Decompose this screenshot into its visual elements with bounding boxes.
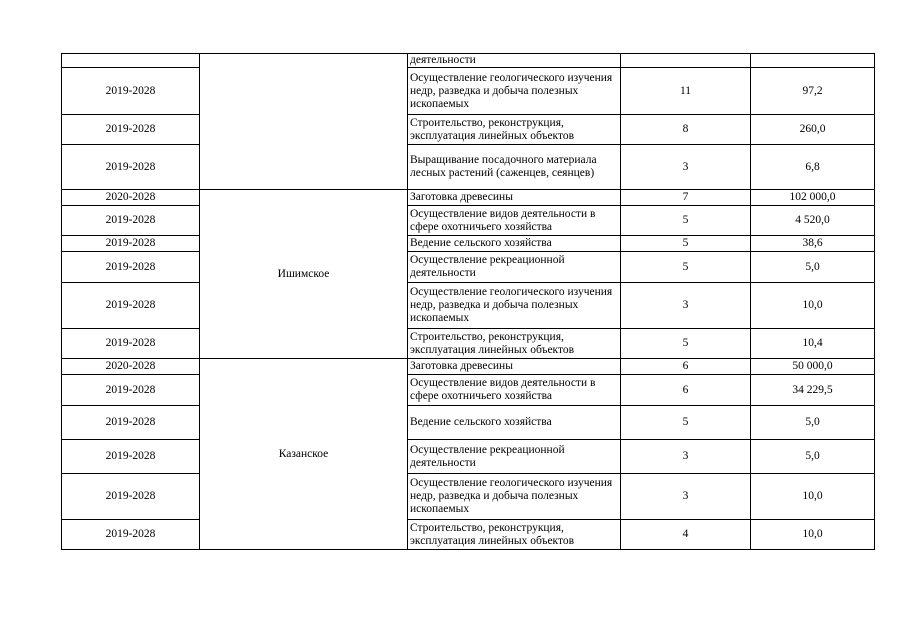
table-row [62, 54, 875, 68]
period-cell: 2019-2028 [62, 440, 200, 474]
forestry-name-cell: Казанское [200, 359, 408, 550]
activity-text: Осуществление видов деятельности в сфере охотничьего хозяйства [410, 377, 596, 402]
table-row [62, 440, 875, 474]
volume-cell: 102 000,0 [751, 190, 875, 206]
activity-text: Ведение сельского хозяйства [410, 237, 552, 249]
count-cell: 5 [621, 329, 751, 359]
count-cell: 3 [621, 145, 751, 190]
table-row [62, 406, 875, 440]
forestry-activities-table [61, 53, 875, 550]
activity-cell [408, 206, 621, 236]
volume-cell: 5,0 [751, 406, 875, 440]
period-cell: 2019-2028 [62, 252, 200, 283]
activity-text: деятельности [410, 54, 476, 66]
period-cell: 2019-2028 [62, 68, 200, 115]
activity-text: Строительство, реконструкция, эксплуатация линейных объектов [410, 330, 575, 356]
volume-cell: 10,4 [751, 329, 875, 359]
table-body [62, 54, 875, 550]
activity-cell [408, 406, 621, 440]
activity-text: Осуществление рекреационной деятельности [410, 254, 565, 279]
volume-cell: 5,0 [751, 252, 875, 283]
activity-cell [408, 283, 621, 329]
table-row [62, 474, 875, 520]
activity-text: Осуществление рекреационной деятельности [410, 443, 565, 469]
period-cell: 2019-2028 [62, 329, 200, 359]
count-cell: 3 [621, 474, 751, 520]
period-cell [62, 54, 200, 68]
table-row [62, 145, 875, 190]
table-row [62, 252, 875, 283]
period-cell: 2019-2028 [62, 520, 200, 550]
activity-text: Осуществление геологического изучения недр, разведка и добыча полезных ископаемых [410, 71, 613, 110]
count-cell: 3 [621, 440, 751, 474]
volume-cell: 34 229,5 [751, 375, 875, 406]
volume-cell: 10,0 [751, 520, 875, 550]
activity-cell [408, 68, 621, 115]
activity-text: Строительство, реконструкция, эксплуатация линейных объектов [410, 521, 575, 547]
volume-cell: 50 000,0 [751, 359, 875, 375]
volume-cell: 10,0 [751, 474, 875, 520]
table-row [62, 375, 875, 406]
count-cell: 6 [621, 375, 751, 406]
count-cell: 4 [621, 520, 751, 550]
count-cell: 7 [621, 190, 751, 206]
activity-text: Осуществление видов деятельности в сфере охотничьего хозяйства [410, 207, 596, 233]
table-row [62, 115, 875, 145]
volume-cell: 38,6 [751, 236, 875, 252]
activity-text: Заготовка древесины [410, 191, 513, 203]
activity-cell [408, 115, 621, 145]
count-cell: 5 [621, 206, 751, 236]
forestry-name-cell [200, 54, 408, 190]
activity-cell [408, 190, 621, 206]
activity-text: Осуществление геологического изучения недр, разведка и добыча полезных ископаемых [410, 477, 613, 515]
period-cell: 2020-2028 [62, 190, 200, 206]
period-cell: 2019-2028 [62, 145, 200, 190]
activity-cell [408, 145, 621, 190]
activity-text: Строительство, реконструкция, эксплуатация линейных объектов [410, 116, 575, 142]
table-row [62, 190, 875, 206]
volume-cell: 97,2 [751, 68, 875, 115]
count-cell: 5 [621, 406, 751, 440]
count-cell: 8 [621, 115, 751, 145]
table-row [62, 329, 875, 359]
volume-cell: 5,0 [751, 440, 875, 474]
activity-text: Ведение сельского хозяйства [410, 416, 552, 428]
count-cell: 3 [621, 283, 751, 329]
activity-cell [408, 236, 621, 252]
activity-cell [408, 474, 621, 520]
period-cell: 2019-2028 [62, 375, 200, 406]
count-cell: 5 [621, 236, 751, 252]
activity-cell [408, 440, 621, 474]
volume-cell: 10,0 [751, 283, 875, 329]
table-row [62, 359, 875, 375]
activity-cell [408, 359, 621, 375]
activity-cell [408, 329, 621, 359]
activity-text: Заготовка древесины [410, 360, 513, 372]
period-cell: 2019-2028 [62, 406, 200, 440]
activity-cell [408, 375, 621, 406]
count-cell: 6 [621, 359, 751, 375]
volume-cell: 260,0 [751, 115, 875, 145]
table-row [62, 283, 875, 329]
count-cell: 11 [621, 68, 751, 115]
volume-cell: 6,8 [751, 145, 875, 190]
period-cell: 2019-2028 [62, 206, 200, 236]
activity-text: Выращивание посадочного материала лесных растений (саженцев, сеянцев) [410, 154, 597, 179]
table-row [62, 68, 875, 115]
table-row [62, 520, 875, 550]
period-cell: 2020-2028 [62, 359, 200, 375]
period-cell: 2019-2028 [62, 283, 200, 329]
period-cell: 2019-2028 [62, 474, 200, 520]
activity-cell [408, 520, 621, 550]
table-row [62, 206, 875, 236]
table-row [62, 236, 875, 252]
period-cell: 2019-2028 [62, 115, 200, 145]
count-cell [621, 54, 751, 68]
activity-cell [408, 54, 621, 68]
period-cell: 2019-2028 [62, 236, 200, 252]
count-cell: 5 [621, 252, 751, 283]
forestry-name-cell: Ишимское [200, 190, 408, 359]
activity-text: Осуществление геологического изучения недр, разведка и добыча полезных ископаемых [410, 286, 613, 324]
activity-cell [408, 252, 621, 283]
volume-cell: 4 520,0 [751, 206, 875, 236]
volume-cell [751, 54, 875, 68]
